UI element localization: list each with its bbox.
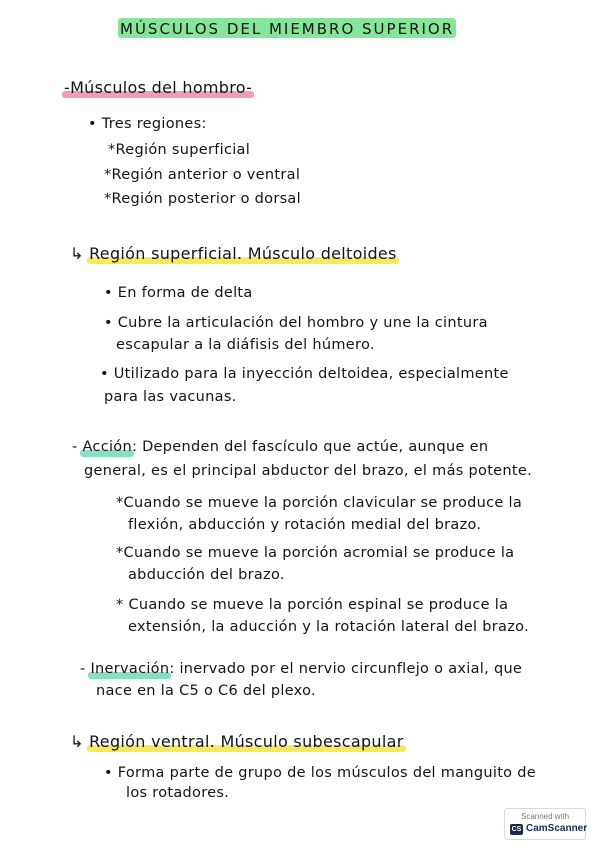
regions-intro: • Tres regiones: [88,116,207,132]
ventral-heading-text: Región ventral. Músculo subescapular [89,732,404,751]
dash: - [72,439,78,455]
bullet-line: los rotadores. [126,785,230,801]
ventral-heading [70,734,404,750]
accion-item: flexión, abducción y rotación medial del brazo. [128,517,482,533]
camscanner-brand: CamScanner [526,823,588,834]
shoulder-heading [64,80,252,96]
superficial-heading [70,246,397,262]
inervacion-line [80,662,522,677]
bullet-line: • Utilizado para la inyección deltoidea, especialmente [100,366,509,382]
bullet-line: • Cubre la articulación del hombro y une la cintura [104,315,488,331]
accion-label: Acción [82,439,132,455]
accion-line-2: general, es el principal abductor del brazo, el más potente. [84,463,533,479]
page-title [120,22,454,37]
accion-item: * Cuando se mueve la porción espinal se produce la [116,597,509,613]
bullet-line: • Forma parte de grupo de los músculos del manguito de [104,765,536,781]
bullet-line: • En forma de delta [104,285,253,301]
inervacion-line-2: nace en la C5 o C6 del plexo. [96,683,316,699]
bullet-line: escapular a la diáfisis del húmero. [116,337,375,353]
region-item: *Región anterior o ventral [104,167,301,183]
inervacion-label: Inervación [90,661,170,677]
camscanner-watermark [504,808,586,840]
superficial-heading-text: Región superficial. Músculo deltoides [89,244,397,263]
arrow-icon: ↳ [70,244,84,263]
accion-item: *Cuando se mueve la porción acromial se produce la [116,545,515,561]
accion-item: extensión, la aducción y la rotación lateral del brazo. [128,619,529,635]
accion-item: *Cuando se mueve la porción clavicular se produce la [116,495,523,511]
camscanner-logo-icon: CS [511,826,522,833]
arrow-icon: ↳ [70,732,84,751]
dash: - [80,661,86,677]
scanned-with-text: Scanned with [520,812,570,821]
inervacion-text: : inervado por el nervio circunflejo o axial, que [169,661,523,677]
region-item: *Región posterior o dorsal [104,191,301,207]
accion-item: abducción del brazo. [128,567,285,583]
bullet-line: para las vacunas. [104,389,237,405]
accion-line [72,440,488,455]
accion-text: : Dependen del fascículo que actúe, aunque en [131,439,489,455]
region-item: *Región superficial [108,142,251,158]
title-highlight: MÚSCULOS DEL MIEMBRO SUPERIOR [120,20,455,38]
shoulder-heading-text: -Músculos del hombro- [64,78,253,97]
